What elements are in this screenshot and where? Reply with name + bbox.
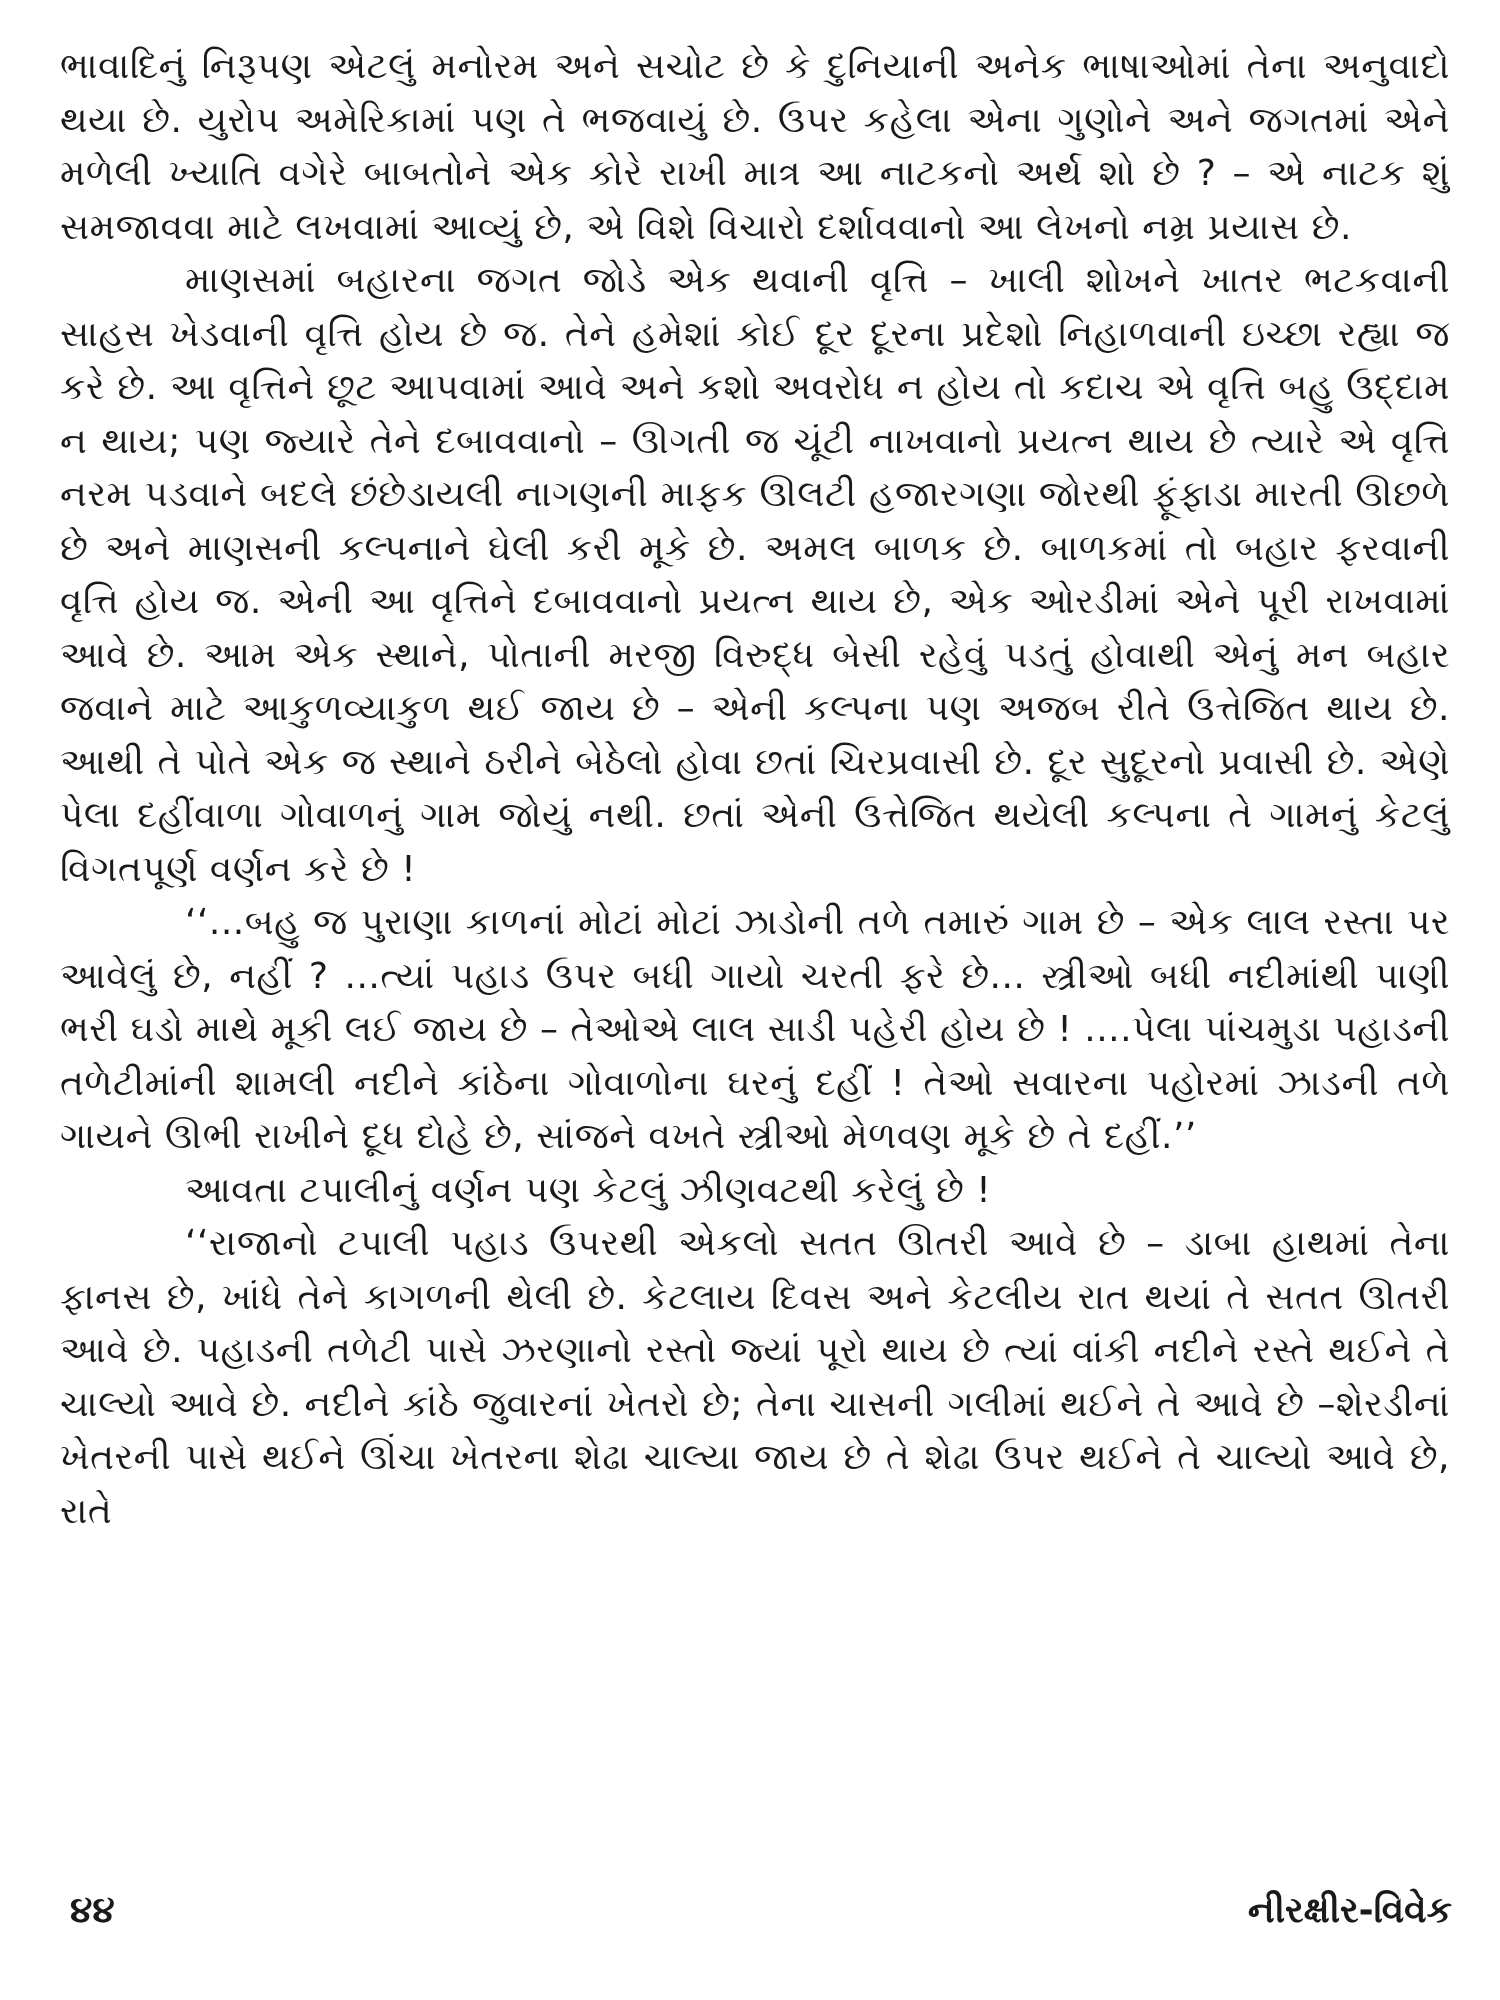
paragraph-1: ભાવાદિનું નિરૂપણ એટલું મનોરમ અને સચોટ છે કે દુનિયાની અનેક ભાષાઓમાં તેના અનુવાદો થયા છે. યુરોપ અમેરિકામાં પણ તે ભજવાયું છે. ઉપર કહેલા એના ગુણોને અને જગતમાં એને મળેલી ખ્યાતિ વગેરે બાબતોને એક કોરે રાખી માત્ર આ નાટકનો અર્થ શો છે ? – એ નાટક શું સમજાવવા માટે લખવામાં આવ્યું છે, એ વિશે વિચારો દર્શાવવાનો આ લેખનો નમ્ર પ્રયાસ છે. xyxy=(60,46,1450,248)
paragraph-3-quote: ‘‘...બહુ જ પુરાણા કાળનાં મોટાં મોટાં ઝાડોની તળે તમારું ગામ છે – એક લાલ રસ્તા પર આવેલું છે, નહીં ? ...ત્યાં પહાડ ઉપર બધી ગાયો ચરતી ફરે છે... સ્ત્રીઓ બધી નદીમાંથી પાણી ભરી ઘડો માથે મૂકી લઈ જાય છે – તેઓએ લાલ સાડી પહેરી હોય છે ! ....પેલા પાંચમુડા પહાડની તળેટીમાંની શામલી નદીને કાંઠેના ગોવાળોના ઘરનું દહીં ! તેઓ સવારના પહોરમાં ઝાડની તળે ગાયને ઊભી રાખીને દૂધ દોહે છે, સાંજને વખતે સ્ત્રીઓ મેળવણ મૂકે છે તે દહીં.’’ xyxy=(60,902,1450,1157)
page-footer xyxy=(60,1890,1452,1950)
body-text xyxy=(60,40,1450,1538)
paragraph-4: આવતા ટપાલીનું વર્ણન પણ કેટલું ઝીણવટથી કરેલું છે ! xyxy=(185,1169,992,1211)
paragraph-2: માણસમાં બહારના જગત જોડે એક થવાની વૃત્તિ – ખાલી શોખને ખાતર ભટકવાની સાહસ ખેડવાની વૃત્તિ હોય છે જ. તેને હમેશાં કોઈ દૂર દૂરના પ્રદેશો નિહાળવાની ઇચ્છા રહ્યા જ કરે છે. આ વૃત્તિને છૂટ આપવામાં આવે અને કશો અવરોધ ન હોય તો કદાચ એ વૃત્તિ બહુ ઉદ્દામ ન થાય; પણ જ્યારે તેને દબાવવાનો – ઊગતી જ ચૂંટી નાખવાનો પ્રયત્ન થાય છે ત્યારે એ વૃત્તિ નરમ પડવાને બદલે છંછેડાયલી નાગણની માફક ઊલટી હજારગણા જોરથી ફૂંફાડા મારતી ઊછળે છે અને માણસની કલ્પનાને ઘેલી કરી મૂકે છે. અમલ બાળક છે. બાળકમાં તો બહાર ફરવાની વૃત્તિ હોય જ. એની આ વૃત્તિને દબાવવાનો પ્રયત્ન થાય છે, એક ઓરડીમાં એને પૂરી રાખવામાં આવે છે. આમ એક સ્થાને, પોતાની મરજી વિરુદ્ધ બેસી રહેવું પડતું હોવાથી એનું મન બહાર જવાને માટે આકુળવ્યાકુળ થઈ જાય છે – એની કલ્પના પણ અજબ રીતે ઉત્તેજિત થાય છે. આથી તે પોતે એક જ સ્થાને ઠરીને બેઠેલો હોવા છતાં ચિરપ્રવાસી છે. દૂર સુદૂરનો પ્રવાસી છે. એણે પેલા દહીંવાળા ગોવાળનું ગામ જોયું નથી. છતાં એની ઉત્તેજિત થયેલી કલ્પના તે ગામનું કેટલું વિગતપૂર્ણ વર્ણન કરે છે ! xyxy=(60,260,1450,890)
page xyxy=(60,40,1450,1960)
paragraph-5-quote: ‘‘રાજાનો ટપાલી પહાડ ઉપરથી એકલો સતત ઊતરી આવે છે – ડાબા હાથમાં તેના ફાનસ છે, ખાંધે તેને કાગળની થેલી છે. કેટલાય દિવસ અને કેટલીય રાત થયાં તે સતત ઊતરી આવે છે. પહાડની તળેટી પાસે ઝરણાનો રસ્તો જ્યાં પૂરો થાય છે ત્યાં વાંકી નદીને રસ્તે થઈને તે ચાલ્યો આવે છે. નદીને કાંઠે જુવારનાં ખેતરો છે; તેના ચાસની ગલીમાં થઈને તે આવે છે –શેરડીનાં ખેતરની પાસે થઈને ઊંચા ખેતરના શેઢા ચાલ્યા જાય છે તે શેઢા ઉપર થઈને તે ચાલ્યો આવે છે, રાતે xyxy=(60,1223,1450,1532)
page-number: ૪૪ xyxy=(70,1890,115,1931)
book-title: નીરક્ષીર-વિવેક xyxy=(1247,1890,1452,1931)
